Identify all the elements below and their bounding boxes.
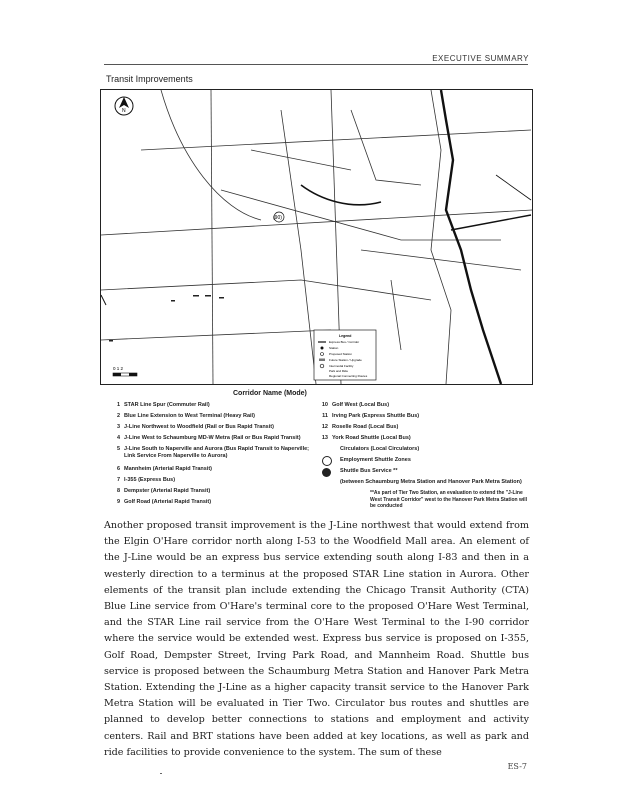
corridor-num: 6 — [116, 466, 120, 472]
corridor-item — [110, 435, 310, 446]
corridor-item — [110, 446, 310, 466]
corridor-item — [110, 499, 310, 510]
corridor-label: STAR Line Spur (Commuter Rail) — [124, 402, 210, 408]
corridor-item — [110, 466, 310, 477]
legend-item: Intermodal Facility — [329, 364, 354, 368]
corridor-label: Employment Shuttle Zones — [340, 457, 411, 463]
corridor-label: J-Line West to Schaumburg MD-W Metra (Rail or Bus Rapid Transit) — [124, 435, 301, 441]
corridor-item — [318, 446, 533, 457]
corridor-list-left — [110, 402, 310, 510]
legend-item: Station — [329, 346, 339, 350]
corridor-label: York Road Shuttle (Local Bus) — [332, 435, 411, 441]
corridor-label: Blue Line Extension to West Terminal (Heavy Rail) — [124, 413, 255, 419]
header-rule — [104, 64, 528, 65]
legend-item: Regional Connecting Routes — [329, 374, 368, 378]
shuttle-bus-icon — [322, 468, 331, 477]
footer-mark — [160, 773, 162, 774]
corridor-item — [110, 488, 310, 499]
corridor-item — [110, 477, 310, 488]
corridor-num: 11 — [322, 413, 328, 419]
corridor-item — [318, 435, 533, 446]
corridor-label: J-Line Northwest to Woodfield (Rail or Bus Rapid Transit) — [124, 424, 274, 430]
legend-item: Proposed Station — [329, 352, 353, 356]
corridor-label: Mannheim (Arterial Rapid Transit) — [124, 466, 213, 472]
corridor-num: 12 — [321, 424, 328, 430]
corridor-label: J-Line South to Naperville and Aurora (Bus Rapid Transit to Naperville; Link Service From Naperville to Aurora) — [124, 446, 309, 459]
corridor-item — [318, 424, 533, 435]
corridor-label: Shuttle Bus Service ** — [340, 468, 398, 474]
employment-zone-icon — [322, 456, 332, 466]
scale-label: 0 1 2 — [113, 366, 124, 371]
corridor-list-right — [318, 402, 533, 510]
corridor-num: 10 — [321, 402, 328, 408]
legend-item: Park and Ride — [329, 369, 349, 373]
running-header: EXECUTIVE SUMMARY — [432, 54, 529, 63]
corridor-item — [110, 402, 310, 413]
corridor-label: (between Schaumburg Metra Station and Hanover Park Metra Station) — [340, 479, 522, 485]
corridor-label: Golf Road (Arterial Rapid Transit) — [124, 499, 212, 505]
corridor-label: Roselle Road (Local Bus) — [332, 424, 399, 430]
transit-map — [100, 89, 533, 385]
legend-item: Future Station / Upgrade — [329, 358, 362, 362]
corridor-num: 8 — [116, 488, 120, 494]
corridor-num: 2 — [116, 413, 120, 419]
corridor-num: 9 — [116, 499, 120, 505]
corridor-item — [318, 468, 533, 479]
section-title: Transit Improvements — [106, 74, 193, 84]
corridor-label: Circulators (Local Circulators) — [340, 446, 420, 452]
corridor-num: 13 — [321, 435, 328, 441]
corridor-label: I-355 (Express Bus) — [124, 477, 176, 483]
corridor-item — [318, 402, 533, 413]
legend-item: Legend — [339, 334, 352, 338]
corridor-label: Golf West (Local Bus) — [332, 402, 390, 408]
corridor-item — [318, 457, 533, 468]
corridor-num: 7 — [116, 477, 120, 483]
map-legend — [314, 330, 376, 380]
corridor-item — [318, 413, 533, 424]
legend-item: Express Bus / Corridor — [329, 340, 360, 344]
scale-bar — [113, 373, 137, 376]
corridor-item — [318, 479, 533, 490]
route-badge: (90) — [273, 215, 282, 221]
corridor-item — [110, 413, 310, 424]
north-label: N — [122, 108, 126, 114]
transit-map-drawing — [101, 90, 532, 384]
corridor-label: Dempster (Arterial Rapid Transit) — [124, 488, 211, 494]
corridor-num: 1 — [116, 402, 120, 408]
corridor-note: **As part of Tier Two Station, an evaluation to extend the "J-Line West Transit Corridor" west to the Hanover Park Metra Station will be conducted — [370, 490, 528, 509]
corridor-heading: Corridor Name (Mode) — [233, 390, 307, 397]
corridor-num: 5 — [116, 446, 120, 452]
page-number: ES-7 — [507, 762, 527, 771]
corridor-item — [110, 424, 310, 435]
corridor-num: 4 — [116, 435, 120, 441]
body-paragraph: Another proposed transit improvement is the J-Line northwest that would extend from the Elgin O'Hare corridor north along I-53 to the Woodfield Mall area. An element of the J-Line would be an express bus service extending south along I-83 and then in a westerly direction to a terminus at the proposed STAR Line station in Aurora. Other elements of the transit plan include extending the Chicago Transit Authority (CTA) Blue Line service from O'Hare's terminal core to the proposed O'Hare West Terminal, and the STAR Line rail service from the O'Hare West Terminal to the I-90 corridor where the service would be extended west. Express bus service is proposed on I-355, Golf Road, Dempster Street, Irving Park Road, and Mannheim Road. Shuttle bus service is proposed between the Schaumburg Metra Station and Hanover Park Metra Station. Extending the J-Line as a higher capacity transit service to the Hanover Park Metra Station will be evaluated in Tier Two. Circulator bus routes and shuttles are planned to develop better connections to stations and employment and activity centers. Rail and BRT stations have been added at key locations, as well as park and ride facilities to provide convenience to the system. The sum of these — [104, 520, 529, 758]
corridor-num: 3 — [116, 424, 120, 430]
corridor-label: Irving Park (Express Shuttle Bus) — [332, 413, 420, 419]
